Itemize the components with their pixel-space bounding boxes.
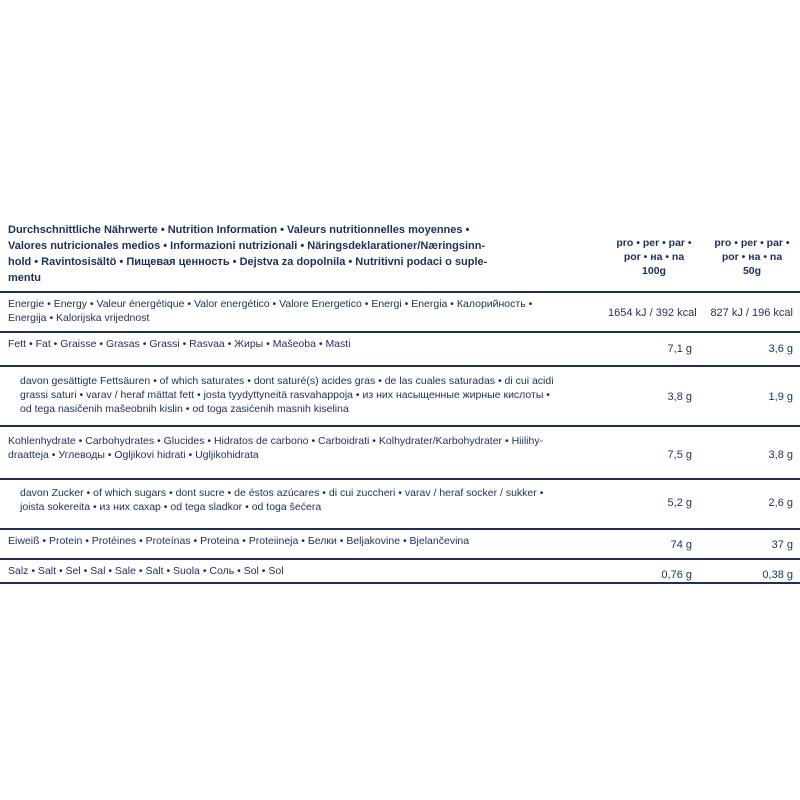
table-row-protein [0, 530, 800, 558]
table-row-carbohydrates [0, 427, 800, 478]
row-value-100g: 0,76 g [661, 569, 692, 581]
row-label: Salz • Salt • Sel • Sal • Sale • Salt • Suola • Соль • Sol • Sol [8, 565, 284, 577]
row-value-100g: 74 g [670, 539, 692, 551]
row-value-50g: 0,38 g [762, 569, 793, 581]
row-value-50g: 2,6 g [768, 497, 793, 509]
row-label: Eiweiß • Protein • Protéines • Proteínas • Proteina • Proteiineja • Белки • Beljakovine • Bjelančevina [8, 535, 470, 547]
table-row-saturates [0, 367, 800, 425]
row-value-50g: 1,9 g [768, 391, 793, 403]
row-value-50g: 3,6 g [768, 343, 793, 355]
row-value-50g: 827 kJ / 196 kcal [710, 307, 793, 319]
row-label: Energie • Energy • Valeur énergétique • Valor energético • Valore Energetico • Energi • Energia • Калорийность • Energija • Kalorijska vrijednost [8, 298, 533, 324]
row-value-50g: 3,8 g [768, 449, 793, 461]
nutrition-table [0, 214, 800, 584]
row-value-50g: 37 g [771, 539, 793, 551]
row-label: davon gesättigte Fettsäuren • of which saturates • dont saturé(s) acides gras • de las cuales saturadas • di cui acidi grassi saturi • varav / heraf mättat fett • josta tyydyttyneitä rasvahappoja • из них насыщенные жирные кислоты • od tega nasičenih mašeobnih kislin • od toga zasićenih masnih kiselina [20, 375, 554, 415]
table-row-sugars [0, 480, 800, 528]
table-row-fat [0, 333, 800, 365]
row-value-100g: 7,5 g [667, 449, 692, 461]
row-label: Kohlenhydrate • Carbohydrates • Glucides • Hidratos de carbono • Carboidrati • Kolhydrater/Karbohydrater • Hiilihy- draatteja • Углеводы • Ogljikovi hidrati • Ugljikohidrata [8, 435, 544, 461]
row-value-100g: 1654 kJ / 392 kcal [608, 307, 697, 319]
table-row-energy [0, 293, 800, 331]
header-title: Durchschnittliche Nährwerte • Nutrition Information • Valeurs nutritionnelles moyennes • Valores nutricionales medios • Informazioni nutrizionali • Näringsdeklarationer/Næringsinn- hold • Ravintosisältö • Пищевая ценность • Dejstva za dopolnila • Nutritivni podaci o suple- mentu [8, 224, 488, 284]
row-value-100g: 7,1 g [667, 343, 692, 355]
row-label: davon Zucker • of which sugars • dont sucre • de éstos azúcares • di cui zuccheri • varav / heraf socker / sukker • joista sokereita • из них сахар • od tega sladkor • od toga šećera [20, 487, 544, 513]
table-row-salt [0, 560, 800, 582]
header-col-100g: pro • per • par • por • на • na 100g [616, 237, 692, 277]
table-header [0, 214, 800, 291]
header-col-50g: pro • per • par • por • на • na 50g [714, 237, 790, 277]
row-label: Fett • Fat • Graisse • Grasas • Grassi • Rasvaa • Жиры • Mašeoba • Masti [8, 338, 351, 350]
row-value-100g: 5,2 g [667, 497, 692, 509]
row-value-100g: 3,8 g [667, 391, 692, 403]
